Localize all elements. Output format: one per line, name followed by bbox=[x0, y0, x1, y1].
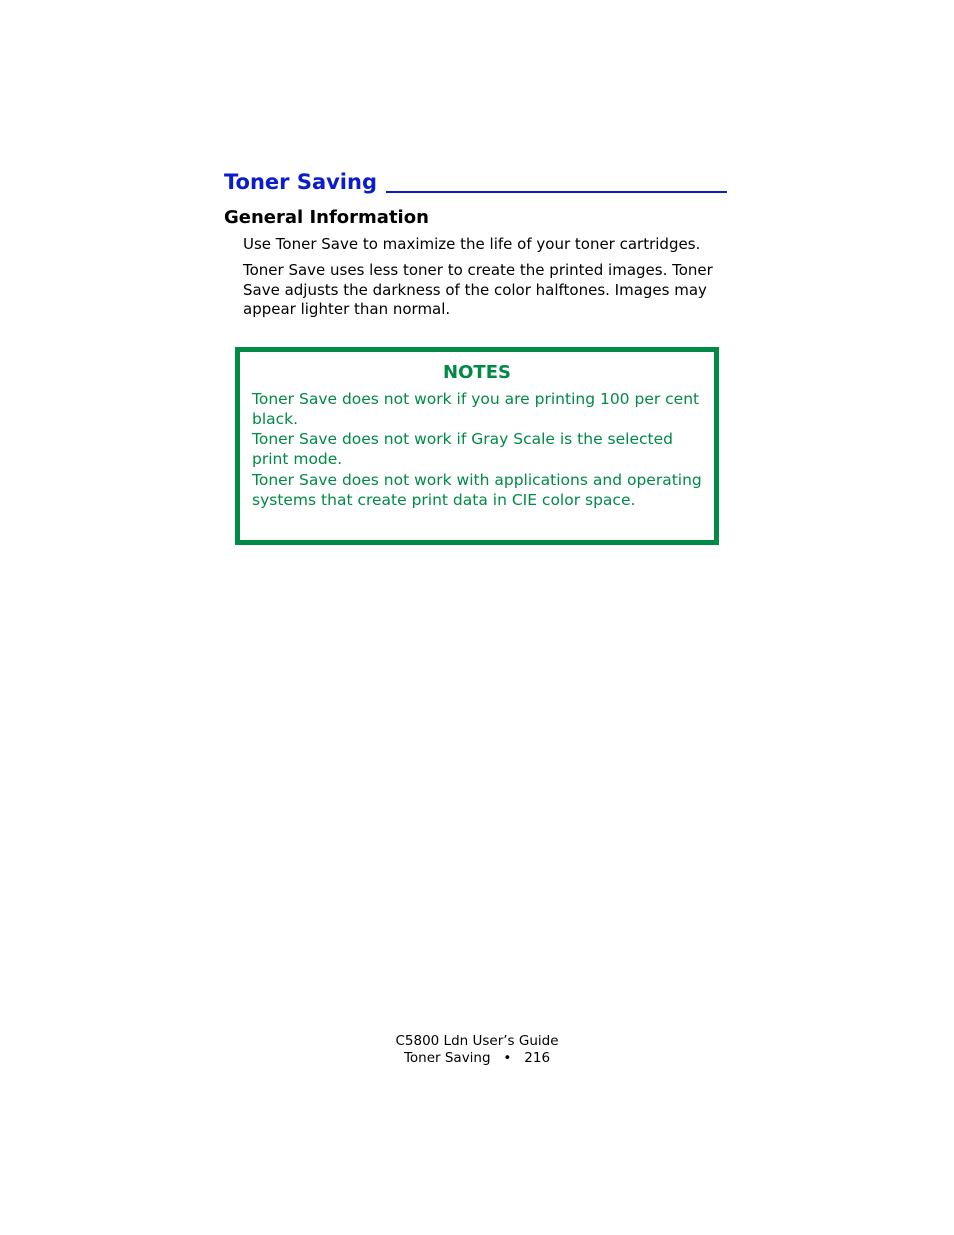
note-item: Toner Save does not work with applications and operating systems that create print data in CIE color space. bbox=[252, 471, 702, 509]
footer-guide-title: C5800 Ldn User’s Guide bbox=[395, 1033, 559, 1049]
notes-title: NOTES bbox=[443, 362, 511, 383]
note-item: Toner Save does not work if you are printing 100 per cent black. bbox=[252, 390, 700, 428]
body-paragraph: Toner Save uses less toner to create the printed images. Toner Save adjusts the darkness of the color halftones. Images may appear lighter than normal. bbox=[243, 261, 713, 318]
page-title: Toner Saving bbox=[224, 170, 377, 194]
section-heading: General Information bbox=[224, 207, 429, 228]
title-underline-rule bbox=[386, 191, 727, 193]
body-paragraph: Use Toner Save to maximize the life of your toner cartridges. bbox=[243, 235, 701, 253]
note-item: Toner Save does not work if Gray Scale is the selected print mode. bbox=[252, 430, 673, 468]
notes-box bbox=[235, 347, 719, 545]
footer-page-info: Toner Saving • 216 bbox=[403, 1050, 551, 1066]
